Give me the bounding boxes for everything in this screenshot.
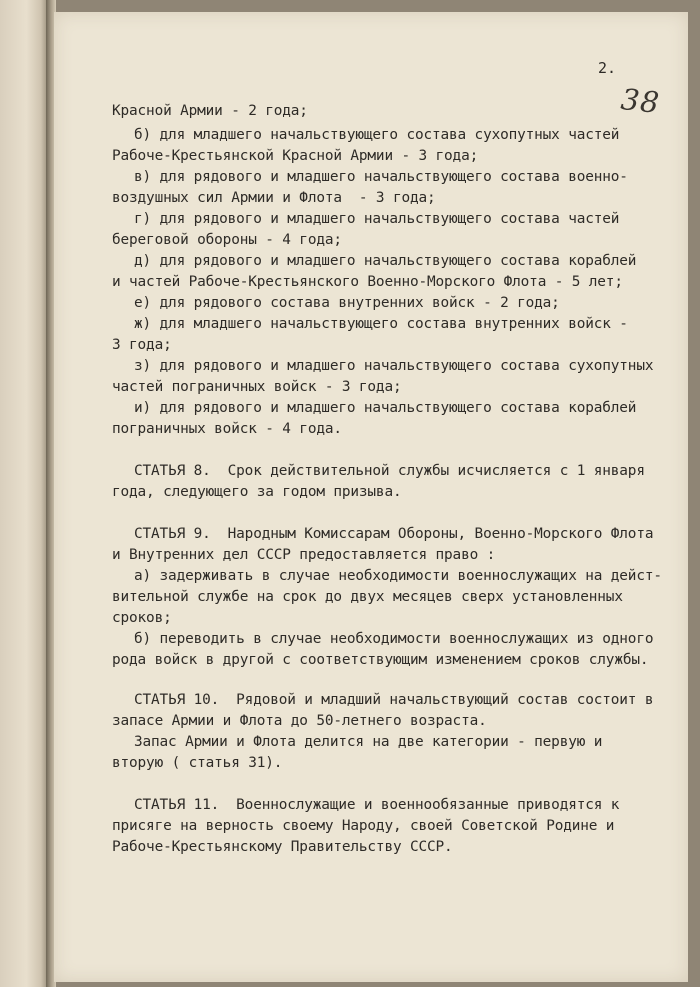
text-line: пограничных войск - 4 года. xyxy=(112,421,342,437)
text-line: и частей Рабоче-Крестьянского Военно-Морского Флота - 5 лет; xyxy=(112,274,623,290)
text-line: 3 года; xyxy=(112,337,172,353)
text-line: ж) для младшего начальствующего состава внутренних войск - xyxy=(134,316,628,332)
text-line: е) для рядового состава внутренних войск - 2 года; xyxy=(134,295,560,311)
text-line: и Внутренних дел СССР предоставляется право : xyxy=(112,547,496,563)
article-11-heading-line: СТАТЬЯ 11. Военнослужащие и военнообязанные приводятся к xyxy=(134,797,620,813)
text-line: береговой обороны - 4 года; xyxy=(112,232,342,248)
article-9-heading-line: СТАТЬЯ 9. Народным Комиссарам Обороны, Военно-Морского Флота xyxy=(134,526,654,542)
text-line: рода войск в другой с соответствующим изменением сроков службы. xyxy=(112,652,649,668)
text-line: присяге на верность своему Народу, своей Советской Родине и xyxy=(112,818,615,834)
handwritten-archive-number: 38 xyxy=(619,82,662,120)
text-line: д) для рядового и младшего начальствующего состава кораблей xyxy=(134,253,637,269)
text-line: б) для младшего начальствующего состава сухопутных частей xyxy=(134,127,620,143)
text-line: года, следующего за годом призыва. xyxy=(112,484,402,500)
text-line: и) для рядового и младшего начальствующего состава кораблей xyxy=(134,400,637,416)
text-line: вторую ( статья 31). xyxy=(112,755,283,771)
text-line: в) для рядового и младшего начальствующего состава военно- xyxy=(134,169,628,185)
text-line: б) переводить в случае необходимости военнослужащих из одного xyxy=(134,631,654,647)
text-line: з) для рядового и младшего начальствующего состава сухопутных xyxy=(134,358,654,374)
text-line: Запас Армии и Флота делится на две категории - первую и xyxy=(134,734,603,750)
text-line: воздушных сил Армии и Флота - 3 года; xyxy=(112,190,436,206)
page-number: 2. xyxy=(598,59,617,77)
article-8-heading-line: СТАТЬЯ 8. Срок действительной службы исчисляется с 1 января xyxy=(134,463,645,479)
text-line: запасе Армии и Флота до 50-летнего возраста. xyxy=(112,713,487,729)
text-line: сроков; xyxy=(112,610,172,626)
text-line: частей пограничных войск - 3 года; xyxy=(112,379,402,395)
article-10-heading-line: СТАТЬЯ 10. Рядовой и младший начальствующий состав состоит в xyxy=(134,692,654,708)
text-line: а) задерживать в случае необходимости военнослужащих на дейст- xyxy=(134,568,662,584)
text-line: Рабоче-Крестьянскому Правительству СССР. xyxy=(112,839,453,855)
text-line: Красной Армии - 2 года; xyxy=(112,103,308,119)
text-line: г) для рядового и младшего начальствующего состава частей xyxy=(134,211,620,227)
text-line: вительной службе на срок до двух месяцев сверх установленных xyxy=(112,589,623,605)
text-line: Рабоче-Крестьянской Красной Армии - 3 года; xyxy=(112,148,479,164)
